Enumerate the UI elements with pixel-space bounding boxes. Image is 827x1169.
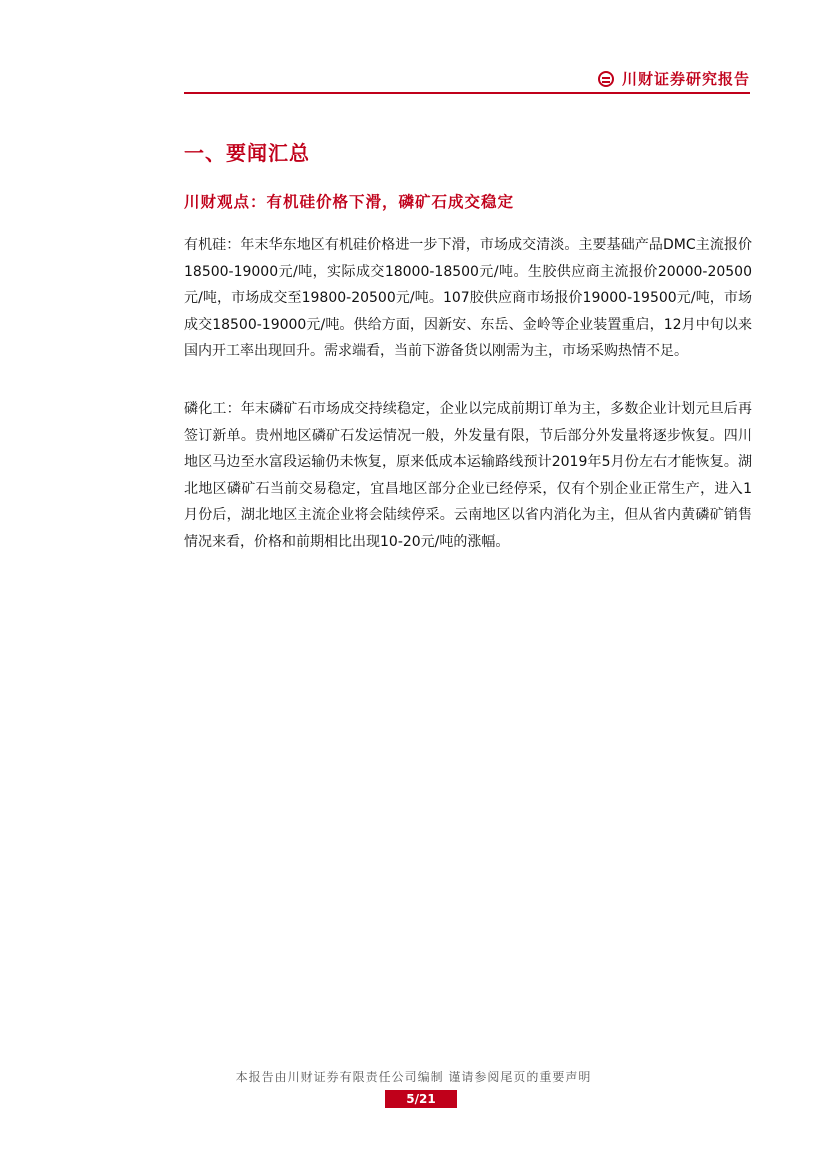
brand bbox=[598, 68, 750, 89]
brand-name: 川财证券研究报告 bbox=[621, 70, 750, 88]
page-number: 5/21 bbox=[385, 1090, 457, 1108]
header-divider bbox=[184, 92, 750, 94]
chuancai-logo-icon bbox=[598, 71, 614, 87]
page-header bbox=[184, 64, 750, 94]
section-title: 一、要闻汇总 bbox=[184, 141, 310, 165]
paragraph-silicone: 有机硅：年末华东地区有机硅价格进一步下滑，市场成交清淡。主要基础产品DMC主流报价18500-19000元/吨，实际成交18000-18500元/吨。生胶供应商主流报价20000-20500元/吨，市场成交至19800-20500元/吨。107胶供应商市场报价19000-19500元/吨，市场成交18500-19000元/吨。供给方面，因新安、东岳、金岭等企业装置重启，12月中旬以来国内开工率出现回升。需求端看，当前下游备货以刚需为主，市场采购热情不足。 bbox=[184, 237, 752, 359]
footer-disclaimer: 本报告由川财证券有限责任公司编制 谨请参阅尾页的重要声明 bbox=[235, 1070, 592, 1084]
paragraph-phosphate: 磷化工：年末磷矿石市场成交持续稳定，企业以完成前期订单为主，多数企业计划元旦后再签订新单。贵州地区磷矿石发运情况一般，外发量有限，节后部分外发量将逐步恢复。四川地区马边至水富段运输仍未恢复，原来低成本运输路线预计2019年5月份左右才能恢复。湖北地区磷矿石当前交易稳定，宜昌地区部分企业已经停采，仅有个别企业正常生产，进入1月份后，湖北地区主流企业将会陆续停采。云南地区以省内消化为主，但从省内黄磷矿销售情况来看，价格和前期相比出现10-20元/吨的涨幅。 bbox=[184, 401, 752, 550]
section-subtitle: 川财观点：有机硅价格下滑，磷矿石成交稳定 bbox=[184, 192, 515, 211]
